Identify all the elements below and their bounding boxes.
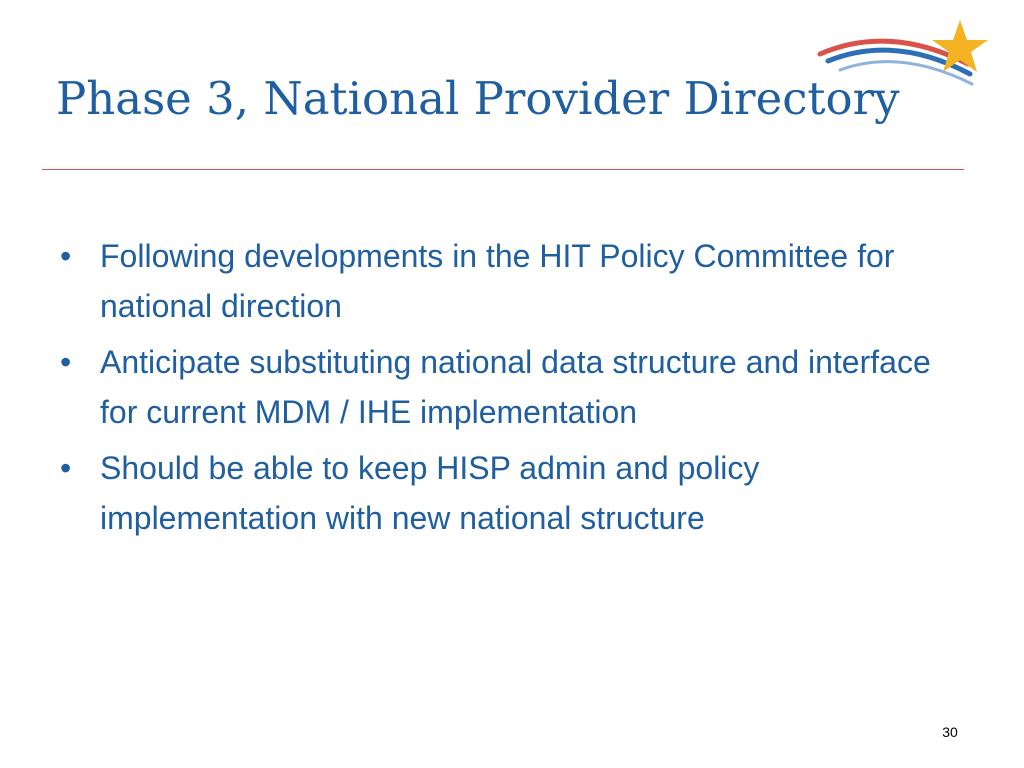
bullet-dot: • — [60, 343, 72, 380]
list-item — [56, 444, 956, 544]
bullet-text: Anticipate substituting national data structure and interface for current MDM / IHE implementation — [100, 343, 931, 430]
list-item — [56, 232, 956, 332]
title-divider — [42, 169, 964, 170]
page-number: 30 — [942, 724, 958, 740]
list-item — [56, 338, 956, 438]
bullet-text: Following developments in the HIT Policy Committee for national direction — [100, 238, 895, 324]
bullet-list — [56, 232, 956, 549]
slide-title: Phase 3, National Provider Directory — [56, 72, 900, 125]
bullet-dot: • — [60, 449, 72, 486]
bullet-dot: • — [60, 238, 72, 274]
bullet-text: Should be able to keep HISP admin and policy implementation with new national structure — [100, 449, 760, 536]
